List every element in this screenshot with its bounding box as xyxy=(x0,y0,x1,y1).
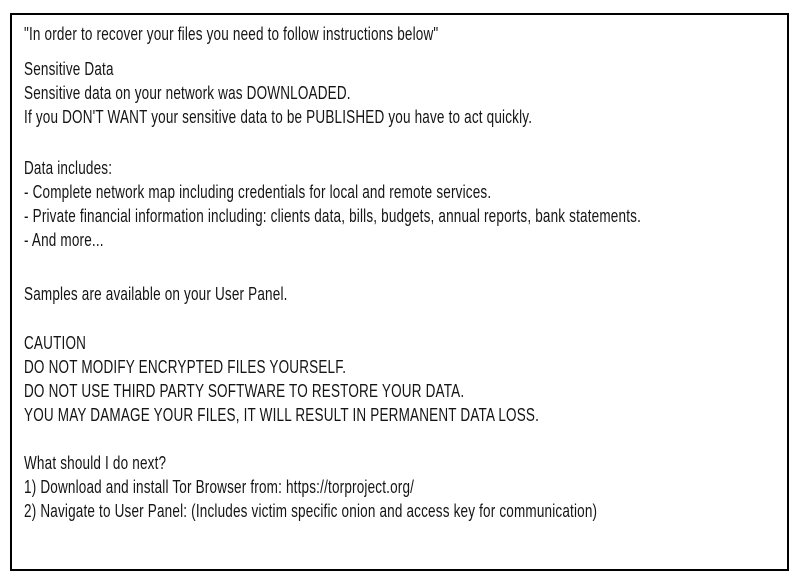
note-line: Samples are available on your User Panel. xyxy=(24,284,288,304)
section-caution xyxy=(24,331,783,427)
ransom-note-content xyxy=(24,22,783,565)
note-line: Data includes: xyxy=(24,158,113,178)
note-line: YOU MAY DAMAGE YOUR FILES, IT WILL RESULT IN PERMANENT DATA LOSS. xyxy=(24,405,540,425)
note-line: - Complete network map including credentials for local and remote services. xyxy=(24,182,492,202)
ransom-note-text xyxy=(24,22,783,523)
section-next-steps xyxy=(24,451,783,523)
note-line: CAUTION xyxy=(24,333,87,353)
note-line: Sensitive Data xyxy=(24,59,114,79)
note-line: DO NOT MODIFY ENCRYPTED FILES YOURSELF. xyxy=(24,357,347,377)
note-header-quote-section xyxy=(24,22,783,46)
note-line: 1) Download and install Tor Browser from: https://torproject.org/ xyxy=(24,477,415,497)
note-line: What should I do next? xyxy=(24,453,167,473)
ransom-note-frame xyxy=(10,13,789,571)
note-line: DO NOT USE THIRD PARTY SOFTWARE TO RESTORE YOUR DATA. xyxy=(24,381,465,401)
note-header-quote: "In order to recover your files you need to follow instructions below" xyxy=(24,24,439,44)
section-data-includes xyxy=(24,156,783,252)
section-sensitive-data xyxy=(24,57,783,129)
note-line: - Private financial information including: clients data, bills, budgets, annual reports, bank statements. xyxy=(24,206,642,226)
note-line: If you DON'T WANT your sensitive data to be PUBLISHED you have to act quickly. xyxy=(24,107,533,127)
section-samples xyxy=(24,282,783,306)
note-line: - And more... xyxy=(24,230,104,250)
note-line: 2) Navigate to User Panel: (Includes victim specific onion and access key for communication) xyxy=(24,501,598,521)
note-line: Sensitive data on your network was DOWNLOADED. xyxy=(24,83,351,103)
